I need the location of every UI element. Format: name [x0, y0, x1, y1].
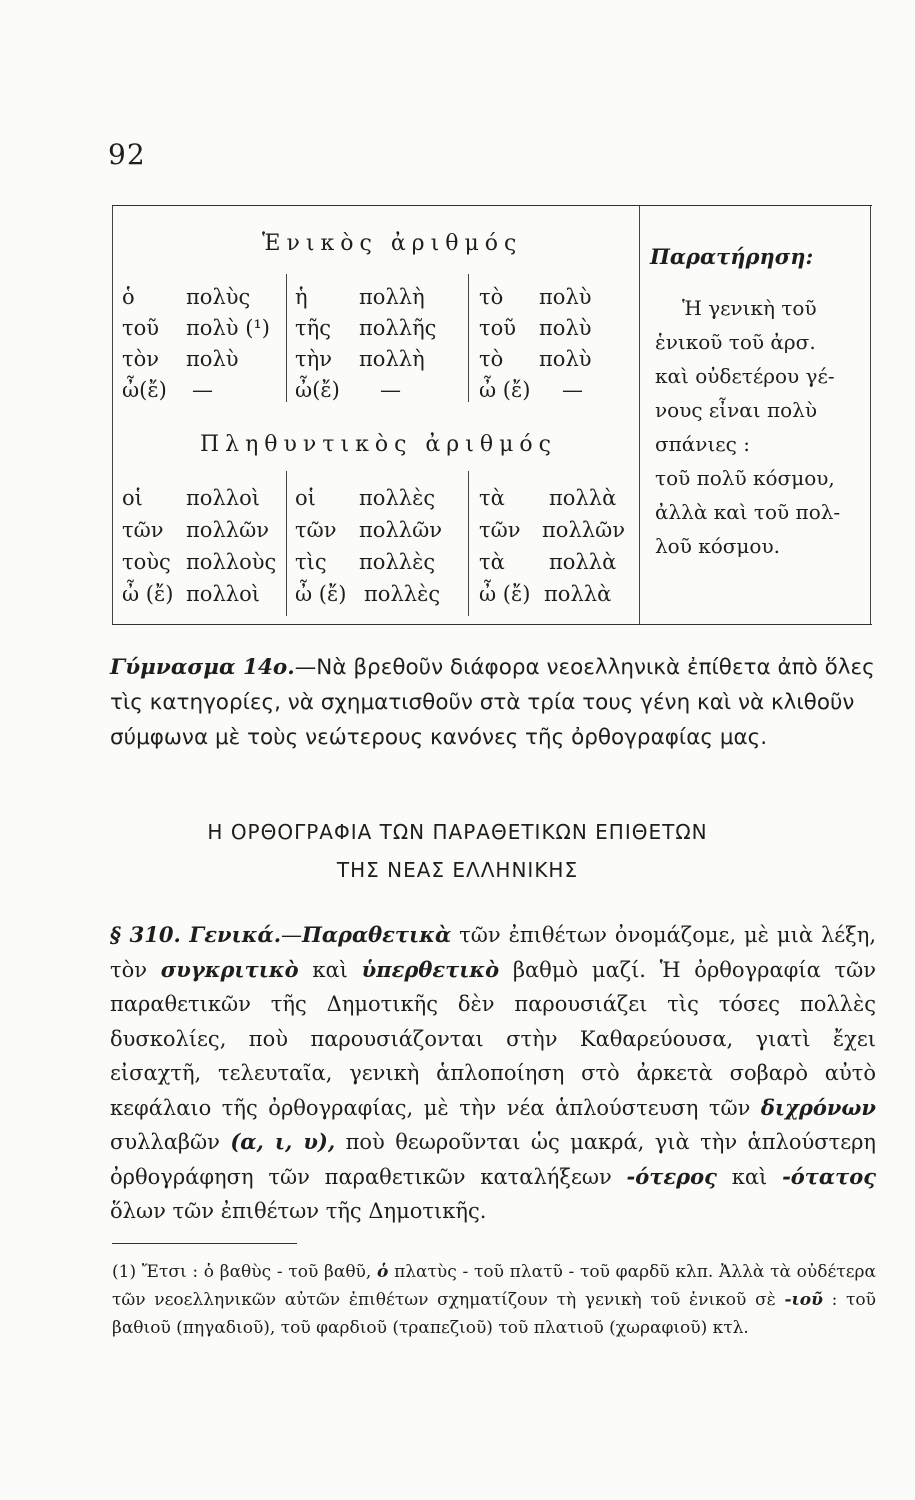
table-cell: τὶς	[295, 550, 327, 574]
table-cell: πολὺ (¹)	[186, 316, 270, 340]
table-cell: πολλὰ	[549, 550, 617, 574]
emphasis-term: συγκριτικὸ	[160, 956, 299, 982]
table-cell: πολὺ	[539, 316, 592, 340]
page-number: 92	[108, 138, 146, 171]
table-cell: πολὺ	[539, 285, 592, 309]
table-cell: πολλῶν	[186, 518, 269, 542]
section-number: § 310. Γενικά.	[110, 922, 282, 947]
table-cell: τὴν	[295, 347, 332, 371]
plural-col-divider-1	[286, 471, 287, 616]
note-title: Παρατήρηση:	[650, 244, 814, 269]
table-cell: πολὺς	[186, 285, 251, 309]
note-line: Ἡ γενικὴ τοῦ	[682, 296, 817, 320]
table-cell: πολλὰ	[544, 582, 612, 606]
emphasis-term: ὑπερθετικὸ	[361, 956, 500, 982]
table-cell: πολὺ	[539, 347, 592, 371]
table-cell: πολλὲς	[359, 550, 436, 574]
table-cell: —	[380, 378, 401, 402]
section-heading-line-2: ΤΗΣ ΝΕΑΣ ΕΛΛΗΝΙΚΗΣ	[336, 858, 579, 882]
table-cell: τῆς	[295, 316, 331, 340]
section-text: ὅλων τῶν ἐπιθέτων τῆς Δημοτικῆς.	[110, 1199, 487, 1223]
footnote	[112, 1258, 876, 1342]
plural-heading: Πληθυντικὸς ἀριθμός	[200, 432, 557, 457]
singular-col-divider-2	[468, 274, 469, 402]
table-cell: πολλῶν	[359, 518, 442, 542]
table-cell: —	[192, 378, 213, 402]
table-cell: τῶν	[122, 518, 164, 542]
note-line: ἀλλὰ καὶ τοῦ πολ-	[655, 500, 841, 524]
table-cell: ἡ	[295, 285, 308, 309]
table-cell: ὦ(ἔ)	[122, 378, 167, 402]
footnote-emphasis: ὁ	[377, 1262, 389, 1282]
table-cell: τῶν	[295, 518, 337, 542]
table-cell: ὦ (ἔ)	[479, 378, 531, 402]
table-cell: οἱ	[295, 486, 316, 510]
section-text: καὶ	[716, 1164, 783, 1189]
table-cell: πολλοὶ	[186, 582, 260, 606]
table-cell: τὸ	[479, 347, 504, 371]
table-cell: πολλὲς	[359, 486, 436, 510]
note-line: νους εἶναι πολὺ	[655, 398, 818, 422]
exercise-paragraph	[110, 650, 875, 755]
section-text: ποὺ θεωροῦνται ὡς μακρά, γιὰ τὴν ἁπλούστερη ὀρθογράφηση τῶν παραθετικῶν καταλήξεων	[110, 1130, 876, 1189]
table-cell: πολλοὺς	[186, 550, 277, 574]
table-cell: πολλῶν	[542, 518, 625, 542]
note-line: ἑνικοῦ τοῦ ἀρσ.	[655, 330, 816, 354]
footnote-text: (1) Ἔτσι : ὁ βαθὺς - τοῦ βαθῦ,	[112, 1262, 378, 1282]
table-cell: ὁ	[122, 285, 135, 309]
table-cell: πολὺ	[186, 347, 239, 371]
plural-col-divider-2	[468, 471, 469, 616]
footnote-rule	[112, 1243, 297, 1244]
emphasis-term: -ότερος	[626, 1163, 717, 1189]
table-cell: πολλὴ	[359, 347, 425, 371]
section-heading-line-1: Η ΟΡΘΟΓΡΑΦΙΑ ΤΩΝ ΠΑΡΑΘΕΤΙΚΩΝ ΕΠΙΘΕΤΩΝ	[207, 820, 708, 844]
emphasis-term: (α, ι, υ),	[230, 1129, 336, 1154]
section-text: —	[281, 923, 303, 947]
footnote-text: : τοῦ βαθιοῦ (πηγαδιοῦ), τοῦ φαρδιοῦ (τραπεζιοῦ) τοῦ πλατιοῦ (χωραφιοῦ) κτλ.	[112, 1290, 876, 1338]
note-line: σπάνιες :	[655, 432, 750, 456]
section-310-paragraph	[110, 918, 876, 1229]
table-cell: πολλὰ	[549, 486, 617, 510]
note-line: λοῦ κόσμου.	[655, 534, 780, 558]
footnote-emphasis: -ιοῦ	[784, 1290, 823, 1310]
footnote-text: πλατὺς - τοῦ πλατῦ - τοῦ φαρδῦ κλπ. Ἀλλὰ τὰ οὐδέτερα τῶν νεοελληνικῶν αὐτῶν ἐπιθέτων σχηματίζουν τὴ γενικὴ τοῦ ἑνικοῦ σὲ	[112, 1262, 876, 1310]
emphasis-term: -ότατος	[782, 1163, 876, 1189]
section-text: συλλαβῶν	[110, 1130, 231, 1154]
table-cell: τὰ	[479, 550, 505, 574]
declension-table	[112, 205, 872, 625]
note-line: καὶ οὐδετέρου γέ-	[655, 364, 835, 388]
table-cell: τοὺς	[122, 550, 171, 574]
table-cell: πολλῆς	[359, 316, 437, 340]
table-note-divider	[639, 206, 640, 624]
table-cell: τὰ	[479, 486, 505, 510]
table-cell: τὸν	[122, 347, 160, 371]
table-cell: πολλοὶ	[186, 486, 260, 510]
table-cell: τοῦ	[479, 316, 517, 340]
table-cell: ὦ (ἔ)	[479, 582, 531, 606]
emphasis-term: Παραθετικὰ	[302, 922, 452, 947]
emphasis-term: διχρόνων	[760, 1094, 876, 1120]
section-text: τῶν ἐπιθέτων ὀνομάζομε, μὲ μιὰ λέξη, τὸν	[110, 923, 877, 982]
exercise-text: —Νὰ βρεθοῦν διάφορα νεοελληνικὰ ἐπίθετα ἀπὸ ὅλες τὶς κατηγορίες, νὰ σχηματισθοῦν στὰ τρία τους γένη καὶ νὰ κλιθοῦν σύμφωνα μὲ τοὺς νεώτερους κανόνες τῆς ὀρθογραφίας μας.	[110, 655, 875, 750]
table-cell: πολλὴ	[359, 285, 425, 309]
table-cell: τοῦ	[122, 316, 160, 340]
table-cell: οἱ	[122, 486, 143, 510]
section-text: βαθμὸ μαζί. Ἡ ὀρθογραφία τῶν παραθετικῶν τῆς Δημοτικῆς δὲν παρουσιάζει τὶς τόσες πολλὲς δυσκολίες, ποὺ παρουσιάζονται στὴν Καθαρεύουσα, γιατὶ ἔχει εἰσαχτῆ, τελευταῖα, γενικὴ ἁπλοποίηση στὸ ἀρκετὰ σοβαρὸ αὐτὸ κεφάλαιο τῆς ὀρθογραφίας, μὲ τὴν νέα ἁπλούστευση τῶν	[110, 957, 877, 1120]
exercise-lead: Γύμνασμα 14ο.	[110, 655, 295, 680]
table-cell: πολλὲς	[364, 582, 441, 606]
table-cell: ὦ(ἔ)	[295, 378, 340, 402]
table-cell: τῶν	[479, 518, 521, 542]
singular-col-divider-1	[286, 274, 287, 402]
table-cell: —	[562, 378, 583, 402]
section-text: καὶ	[298, 957, 362, 982]
table-cell: ὦ (ἔ)	[295, 582, 347, 606]
singular-heading: Ἑνικὸς ἀριθμός	[262, 231, 523, 256]
table-cell: τὸ	[479, 285, 504, 309]
table-cell: ὦ (ἔ)	[122, 582, 174, 606]
table-left-border	[112, 206, 113, 624]
note-line: τοῦ πολῦ κόσμου,	[655, 466, 835, 490]
table-right-border	[870, 206, 871, 624]
